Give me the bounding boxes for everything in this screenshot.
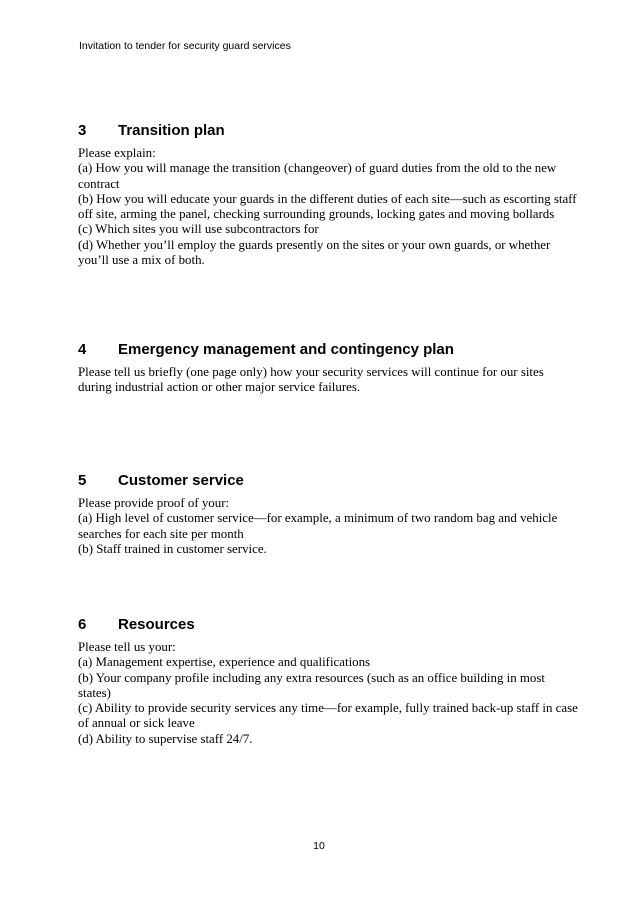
- section-body: [78, 496, 578, 557]
- body-line: Please explain:: [78, 146, 156, 160]
- body-line: (d) Ability to supervise staff 24/7.: [78, 731, 253, 746]
- body-line: (b) Staff trained in customer service.: [78, 541, 267, 556]
- section-heading: [78, 616, 578, 634]
- body-line: (b) How you will educate your guards in the different duties of each site—such as escorting staff off site, arming the panel, checking surrounding grounds, locking gates and moving bollards: [78, 191, 577, 222]
- section-number: 4: [78, 341, 87, 358]
- section-body: [78, 640, 578, 747]
- section-resources: [78, 616, 578, 747]
- section-customer-service: [78, 472, 578, 557]
- body-line: Please tell us your:: [78, 640, 176, 654]
- section-title: Transition plan: [118, 122, 225, 139]
- body-line: Please tell us briefly (one page only) how your security services will continue for our sites during industrial action or other major service failures.: [78, 365, 544, 395]
- page-header: Invitation to tender for security guard services: [79, 40, 291, 52]
- body-line: (b) Your company profile including any extra resources (such as an office building in most states): [78, 670, 545, 700]
- body-line: (c) Which sites you will use subcontractors for: [78, 222, 319, 237]
- section-title: Emergency management and contingency plan: [118, 341, 454, 358]
- section-heading: [78, 341, 578, 359]
- section-body: [78, 146, 578, 268]
- body-line: (a) Management expertise, experience and qualifications: [78, 655, 371, 670]
- body-line: (a) High level of customer service—for example, a minimum of two random bag and vehicle searches for each site per month: [78, 511, 558, 541]
- section-body: [78, 365, 578, 396]
- section-transition-plan: [78, 122, 578, 268]
- section-heading: [78, 472, 578, 490]
- section-number: 6: [78, 616, 87, 633]
- body-line: (d) Whether you’ll employ the guards presently on the sites or your own guards, or whether you’ll use a mix of both.: [78, 237, 551, 268]
- section-number: 3: [78, 122, 87, 139]
- section-title: Customer service: [118, 472, 244, 489]
- section-number: 5: [78, 472, 87, 489]
- section-emergency-management: [78, 341, 578, 396]
- body-line: (c) Ability to provide security services any time—for example, fully trained back-up staff in case of annual or sick leave: [78, 701, 578, 731]
- section-heading: [78, 122, 578, 140]
- page-number: 10: [313, 840, 325, 852]
- body-line: (a) How you will manage the transition (changeover) of guard duties from the old to the new contract: [78, 161, 557, 191]
- body-line: Please provide proof of your:: [78, 496, 230, 510]
- section-title: Resources: [118, 616, 195, 633]
